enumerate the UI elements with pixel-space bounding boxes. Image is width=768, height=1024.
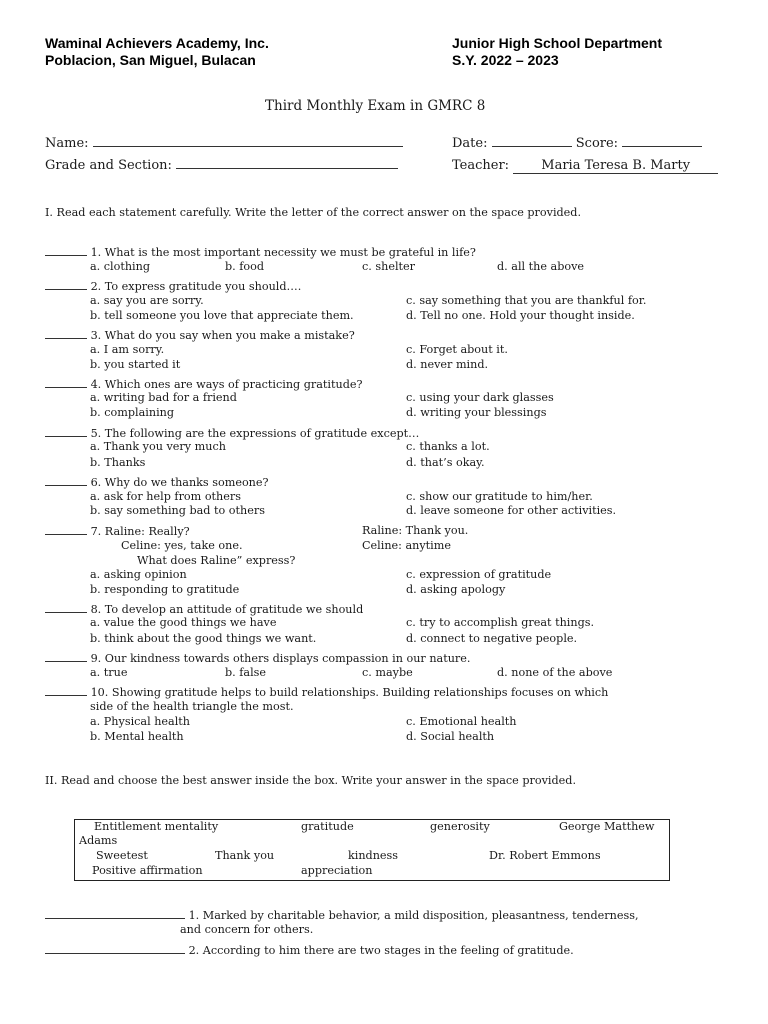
part2-instruction: II. Read and choose the best answer inside the box. Write your answer in the space provided.: [45, 774, 576, 787]
q2-option-d: d. Tell no one. Hold your thought inside.: [406, 309, 635, 322]
q8-option-b: b. think about the good things we want.: [90, 632, 317, 645]
q4-option-d: d. writing your blessings: [406, 406, 547, 419]
q1-option-d: d. all the above: [497, 260, 585, 273]
q3-option-a: a. I am sorry.: [90, 343, 165, 356]
exam-title: Third Monthly Exam in GMRC 8: [265, 98, 486, 114]
question-7: 7. Raline: Really?: [45, 524, 190, 538]
question-4: 4. Which ones are ways of practicing gratitude?: [45, 377, 362, 391]
q4-option-a: a. writing bad for a friend: [90, 391, 237, 404]
answer-blank-3[interactable]: [45, 328, 87, 339]
name-field[interactable]: [45, 136, 403, 151]
part2-item-1-line2: and concern for others.: [180, 923, 314, 936]
q9-option-d: d. none of the above: [497, 666, 613, 679]
word-george-matthew: George Matthew: [559, 820, 655, 833]
word-kindness: kindness: [348, 849, 399, 862]
answer-blank-7[interactable]: [45, 524, 87, 535]
answer-blank-5[interactable]: [45, 426, 87, 437]
q4-option-c: c. using your dark glasses: [406, 391, 554, 404]
q10-line2: side of the health triangle the most.: [90, 700, 294, 713]
q1-option-a: a. clothing: [90, 260, 151, 273]
part2-blank-1[interactable]: [45, 908, 185, 919]
answer-blank-9[interactable]: [45, 651, 87, 662]
q6-option-b: b. say something bad to others: [90, 504, 265, 517]
word-thank-you: Thank you: [215, 849, 275, 862]
q8-option-d: d. connect to negative people.: [406, 632, 578, 645]
q10-option-c: c. Emotional health: [406, 715, 517, 728]
department-name: Junior High School Department: [452, 35, 663, 51]
answer-blank-10[interactable]: [45, 685, 87, 696]
q3-option-c: c. Forget about it.: [406, 343, 508, 356]
teacher-value: Maria Teresa B. Marty: [513, 158, 718, 174]
grade-line[interactable]: [176, 168, 398, 169]
score-label: Score:: [575, 136, 619, 151]
q9-option-a: a. true: [90, 666, 128, 679]
q5-option-c: c. thanks a lot.: [406, 440, 490, 453]
q10-option-d: d. Social health: [406, 730, 495, 743]
name-line[interactable]: [93, 146, 403, 147]
q10-option-b: b. Mental health: [90, 730, 184, 743]
word-sweetest: Sweetest: [96, 849, 148, 862]
question-9: 9. Our kindness towards others displays compassion in our nature.: [45, 651, 470, 665]
word-gratitude: gratitude: [301, 820, 354, 833]
part2-blank-2[interactable]: [45, 943, 185, 954]
word-box: [74, 819, 670, 881]
word-generosity: generosity: [430, 820, 490, 833]
q1-option-c: c. shelter: [362, 260, 415, 273]
grade-label: Grade and Section:: [45, 158, 172, 173]
q7-dialog-celine: Celine: yes, take one.: [121, 539, 243, 552]
answer-blank-1[interactable]: [45, 245, 87, 256]
name-label: Name:: [45, 136, 89, 151]
part2-item-2: 2. According to him there are two stages in the feeling of gratitude.: [45, 943, 574, 957]
q2-option-c: c. say something that you are thankful for.: [406, 294, 647, 307]
q7-dialog-raline: Raline: Thank you.: [362, 524, 469, 537]
teacher-field: [452, 158, 718, 174]
q7-option-a: a. asking opinion: [90, 568, 187, 581]
q6-option-a: a. ask for help from others: [90, 490, 241, 503]
q7-option-b: b. responding to gratitude: [90, 583, 240, 596]
q10-option-a: a. Physical health: [90, 715, 190, 728]
part2-item-1: 1. Marked by charitable behavior, a mild disposition, pleasantness, tenderness,: [45, 908, 639, 922]
date-field[interactable]: [452, 136, 702, 151]
q5-option-d: d. that’s okay.: [406, 456, 485, 469]
q5-option-b: b. Thanks: [90, 456, 146, 469]
q2-option-a: a. say you are sorry.: [90, 294, 204, 307]
grade-section-field[interactable]: [45, 158, 398, 173]
question-2: 2. To express gratitude you should….: [45, 279, 301, 293]
word-positive-affirmation: Positive affirmation: [92, 864, 203, 877]
date-line[interactable]: [492, 146, 572, 147]
q7-option-c: c. expression of gratitude: [406, 568, 552, 581]
question-5: 5. The following are the expressions of gratitude except…: [45, 426, 419, 440]
word-robert-emmons: Dr. Robert Emmons: [489, 849, 601, 862]
answer-blank-8[interactable]: [45, 602, 87, 613]
school-address: Poblacion, San Miguel, Bulacan: [45, 52, 256, 68]
school-year: S.Y. 2022 – 2023: [452, 52, 559, 68]
q9-option-b: b. false: [225, 666, 267, 679]
word-appreciation: appreciation: [301, 864, 373, 877]
teacher-label: Teacher:: [452, 158, 510, 173]
school-name: Waminal Achievers Academy, Inc.: [45, 35, 269, 51]
q7-option-d: d. asking apology: [406, 583, 506, 596]
answer-blank-6[interactable]: [45, 475, 87, 486]
answer-blank-2[interactable]: [45, 279, 87, 290]
question-3: 3. What do you say when you make a mistake?: [45, 328, 355, 342]
q2-option-b: b. tell someone you love that appreciate them.: [90, 309, 354, 322]
q3-option-d: d. never mind.: [406, 358, 489, 371]
word-entitlement: Entitlement mentality: [94, 820, 219, 833]
part1-instruction: I. Read each statement carefully. Write the letter of the correct answer on the space provided.: [45, 206, 582, 219]
question-1: 1. What is the most important necessity we must be grateful in life?: [45, 245, 476, 259]
q9-option-c: c. maybe: [362, 666, 413, 679]
q5-option-a: a. Thank you very much: [90, 440, 226, 453]
q8-option-c: c. try to accomplish great things.: [406, 616, 595, 629]
question-8: 8. To develop an attitude of gratitude we should: [45, 602, 363, 616]
question-10: 10. Showing gratitude helps to build relationships. Building relationships focuses on which: [45, 685, 608, 699]
question-6: 6. Why do we thanks someone?: [45, 475, 269, 489]
q8-option-a: a. value the good things we have: [90, 616, 277, 629]
answer-blank-4[interactable]: [45, 377, 87, 388]
word-adams: Adams: [79, 834, 118, 847]
q1-option-b: b. food: [225, 260, 265, 273]
score-line[interactable]: [622, 146, 702, 147]
q3-option-b: b. you started it: [90, 358, 181, 371]
date-label: Date:: [452, 136, 488, 151]
q7-prompt: What does Raline” express?: [137, 554, 296, 567]
q7-dialog-celine-2: Celine: anytime: [362, 539, 451, 552]
q4-option-b: b. complaining: [90, 406, 175, 419]
q6-option-d: d. leave someone for other activities.: [406, 504, 617, 517]
q6-option-c: c. show our gratitude to him/her.: [406, 490, 593, 503]
